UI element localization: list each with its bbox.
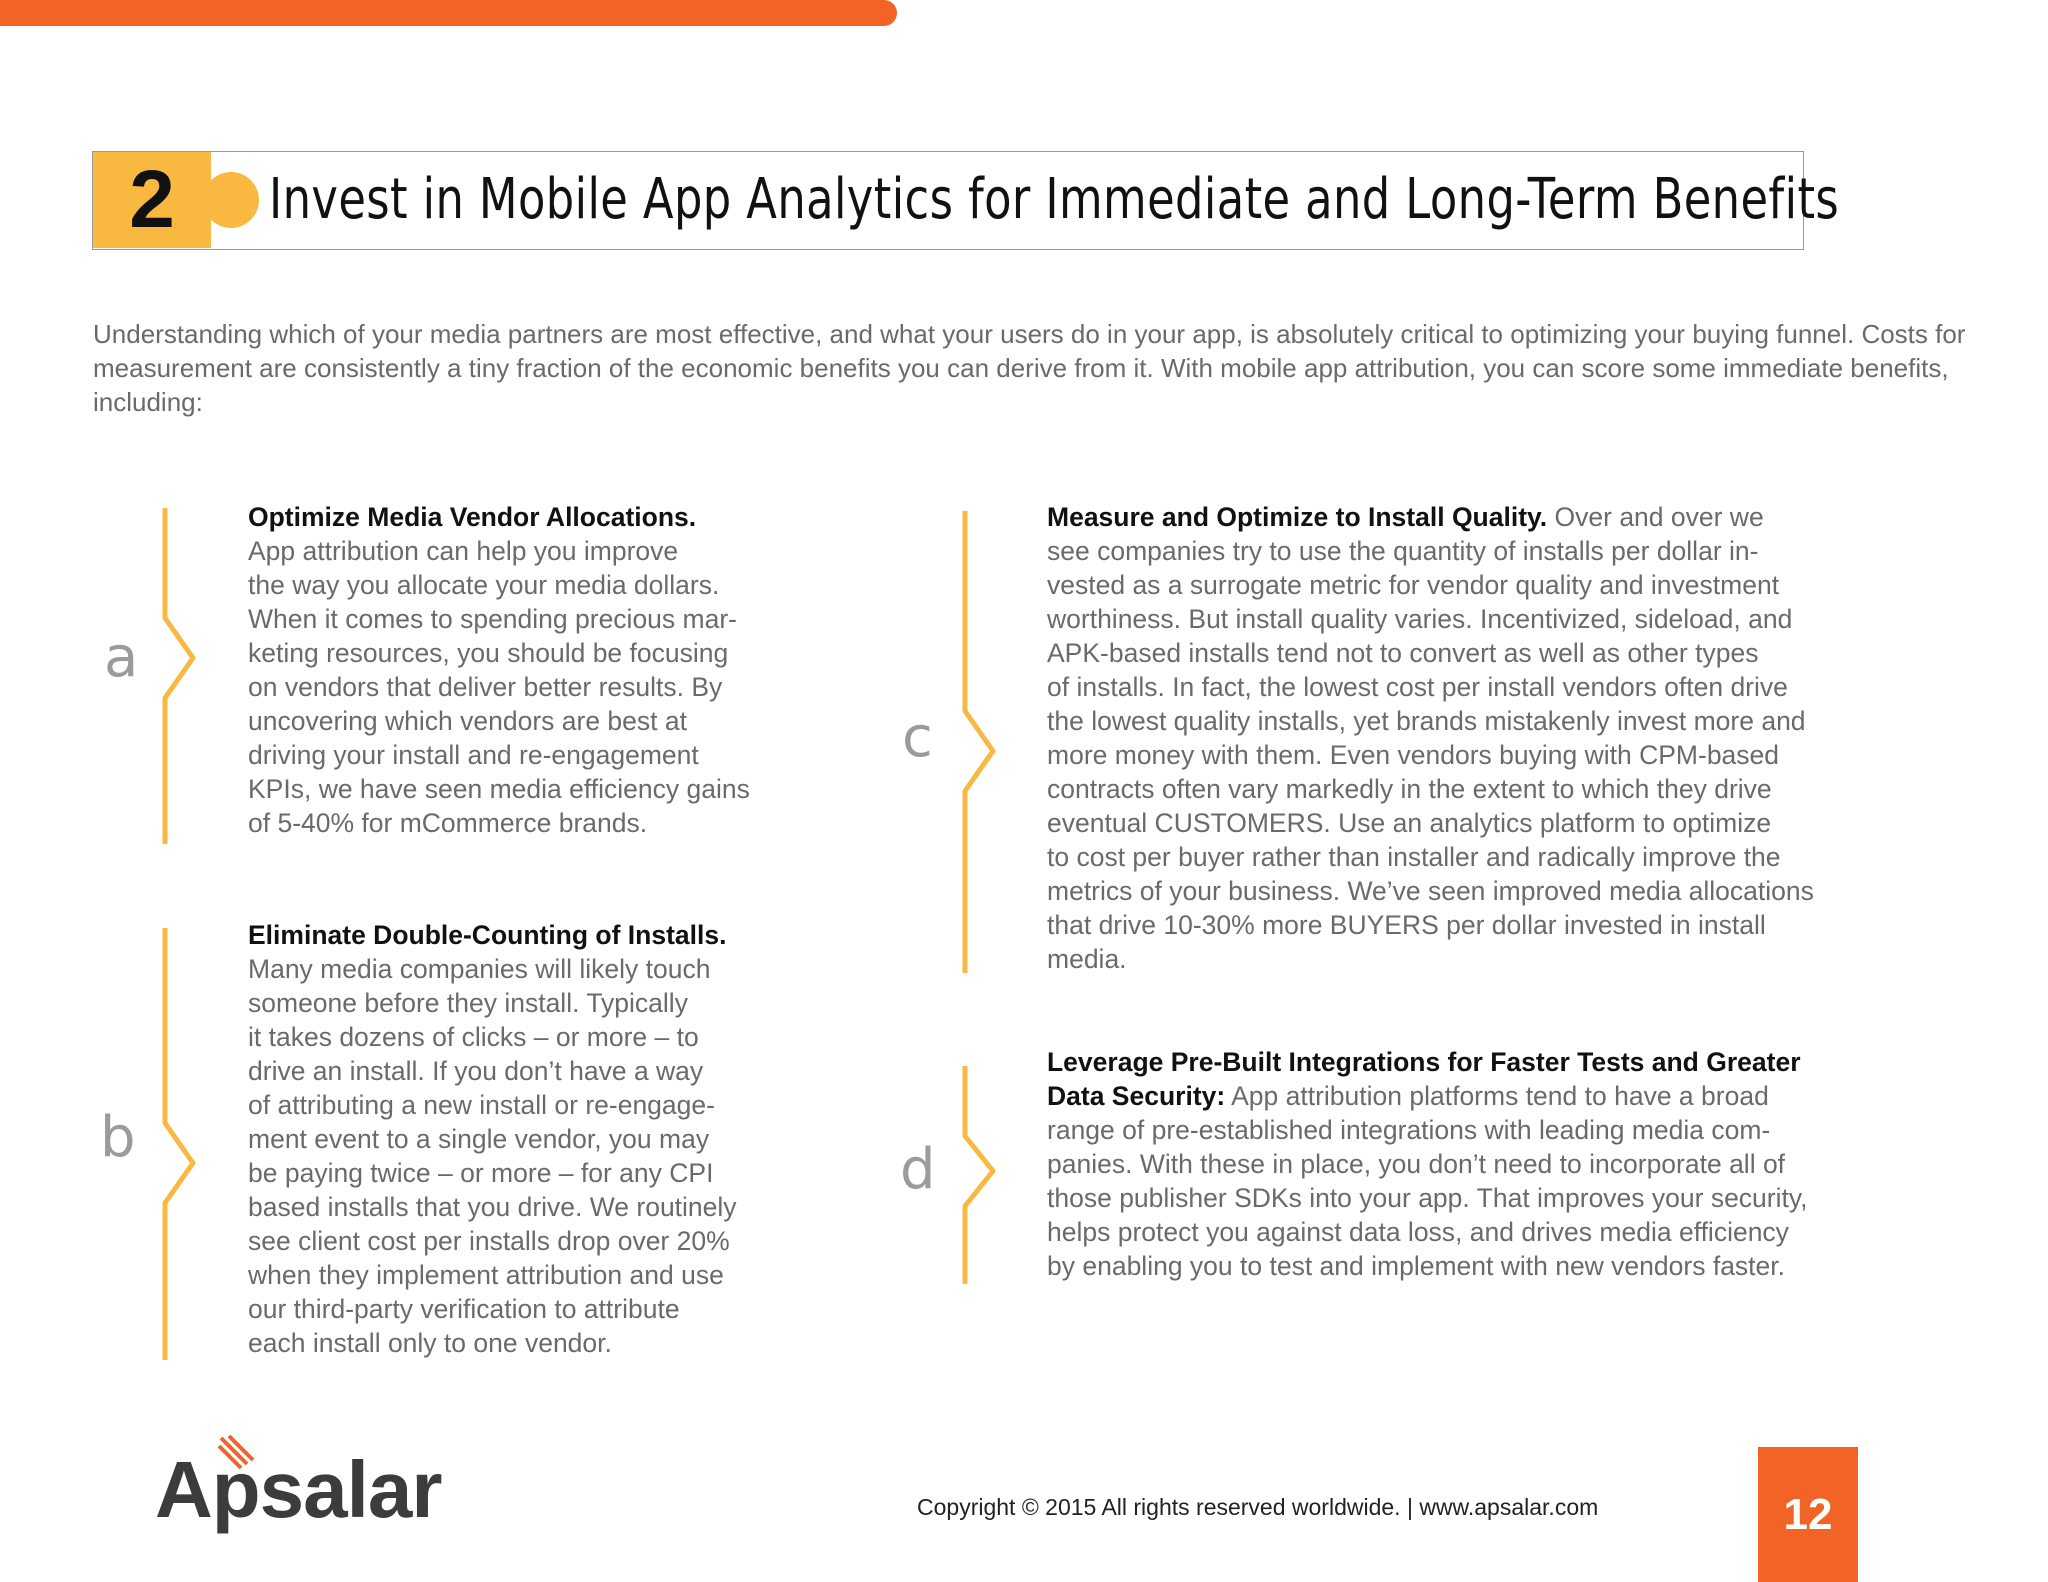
section-b-line: Many media companies will likely touch	[248, 954, 711, 984]
section-d-line: range of pre-established integrations with leading media com-	[1047, 1115, 1771, 1145]
section-d-line: panies. With these in place, you don’t need to incorporate all of	[1047, 1149, 1786, 1179]
section-b-text	[248, 918, 888, 1360]
section-c-line: that drive 10-30% more BUYERS per dollar invested in install	[1047, 910, 1766, 940]
bracket-b-icon	[150, 928, 210, 1360]
logo-wordmark: Apsalar	[155, 1445, 442, 1534]
section-c-line: to cost per buyer rather than installer and radically improve the	[1047, 842, 1781, 872]
intro-paragraph: Understanding which of your media partners are most effective, and what your users do in your app, is absolutely critical to optimizing your buying funnel. Costs for measurement are consistently a tiny fraction of the economic benefits you can derive from it. With mobile app attribution, you can score some immediate benefits, including:	[93, 319, 1966, 417]
section-b-line: someone before they install. Typically	[248, 988, 688, 1018]
section-b-line: based installs that you drive. We routinely	[248, 1192, 737, 1222]
section-c-line: worthiness. But install quality varies. Incentivized, sideload, and	[1047, 604, 1793, 634]
section-a-line: the way you allocate your media dollars.	[248, 570, 720, 600]
section-d-line: helps protect you against data loss, and drives media efficiency	[1047, 1217, 1789, 1247]
apsalar-logo	[155, 1434, 475, 1534]
section-d-title-tail: App attribution platforms tend to have a broad	[1225, 1081, 1769, 1111]
section-b-line: be paying twice – or more – for any CPI	[248, 1158, 714, 1188]
section-number: 2	[93, 152, 211, 248]
section-d-line: those publisher SDKs into your app. That improves your security,	[1047, 1183, 1808, 1213]
section-b-title: Eliminate Double-Counting of Installs.	[248, 920, 727, 950]
number-tab-arrow	[203, 172, 259, 228]
section-d-line: by enabling you to test and implement with new vendors faster.	[1047, 1251, 1786, 1281]
section-letter-c: c	[902, 705, 933, 770]
section-a-line: driving your install and re-engagement	[248, 740, 699, 770]
section-c-line: metrics of your business. We’ve seen improved media allocations	[1047, 876, 1814, 906]
section-a-title: Optimize Media Vendor Allocations.	[248, 502, 697, 532]
page-title: Invest in Mobile App Analytics for Immediate and Long-Term Benefits	[269, 167, 1840, 232]
section-c-line: eventual CUSTOMERS. Use an analytics platform to optimize	[1047, 808, 1772, 838]
bracket-c-icon	[950, 511, 1010, 973]
section-b-line: drive an install. If you don’t have a way	[248, 1056, 704, 1086]
section-c-line: contracts often vary markedly in the extent to which they drive	[1047, 774, 1772, 804]
section-b-line: ment event to a single vendor, you may	[248, 1124, 710, 1154]
section-c-line: of installs. In fact, the lowest cost per install vendors often drive	[1047, 672, 1788, 702]
section-d-title: Leverage Pre-Built Integrations for Faster Tests and Greater	[1047, 1047, 1801, 1077]
section-heading	[92, 151, 1840, 250]
section-c-line: media.	[1047, 944, 1127, 974]
section-b-line: it takes dozens of clicks – or more – to	[248, 1022, 699, 1052]
copyright-text: Copyright © 2015 All rights reserved worldwide. | www.apsalar.com	[917, 1494, 1599, 1520]
section-letter-d: d	[900, 1137, 936, 1202]
section-a-line: on vendors that deliver better results. By	[248, 672, 723, 702]
section-c-line: APK-based installs tend not to convert as well as other types	[1047, 638, 1759, 668]
section-a-line: of 5-40% for mCommerce brands.	[248, 808, 648, 838]
section-c-title: Measure and Optimize to Install Quality.	[1047, 502, 1548, 532]
section-d-title-line2: Data Security:	[1047, 1081, 1226, 1111]
top-accent-bar	[0, 0, 897, 26]
section-d-text	[1047, 1045, 1977, 1283]
section-a-line: KPIs, we have seen media efficiency gains	[248, 774, 750, 804]
section-b-line: our third-party verification to attribute	[248, 1294, 680, 1324]
bracket-a-icon	[150, 508, 210, 844]
section-a-text	[248, 500, 888, 840]
page-number: 12	[1758, 1447, 1858, 1582]
section-c-title-tail: Over and over we	[1547, 502, 1764, 532]
section-b-line: each install only to one vendor.	[248, 1328, 612, 1358]
section-b-line: of attributing a new install or re-engage-	[248, 1090, 715, 1120]
section-a-line: App attribution can help you improve	[248, 536, 679, 566]
section-c-line: the lowest quality installs, yet brands mistakenly invest more and	[1047, 706, 1806, 736]
section-b-line: when they implement attribution and use	[248, 1260, 724, 1290]
section-c-line: vested as a surrogate metric for vendor quality and investment	[1047, 570, 1780, 600]
section-c-text	[1047, 500, 1967, 976]
bracket-d-icon	[950, 1066, 1010, 1284]
section-b-line: see client cost per installs drop over 20%	[248, 1226, 730, 1256]
section-c-line: more money with them. Even vendors buying with CPM-based	[1047, 740, 1780, 770]
section-letter-b: b	[100, 1105, 136, 1170]
section-letter-a: a	[104, 625, 139, 690]
section-a-line: uncovering which vendors are best at	[248, 706, 687, 736]
section-c-line: see companies try to use the quantity of installs per dollar in-	[1047, 536, 1759, 566]
section-a-line: keting resources, you should be focusing	[248, 638, 729, 668]
section-a-line: When it comes to spending precious mar-	[248, 604, 737, 634]
